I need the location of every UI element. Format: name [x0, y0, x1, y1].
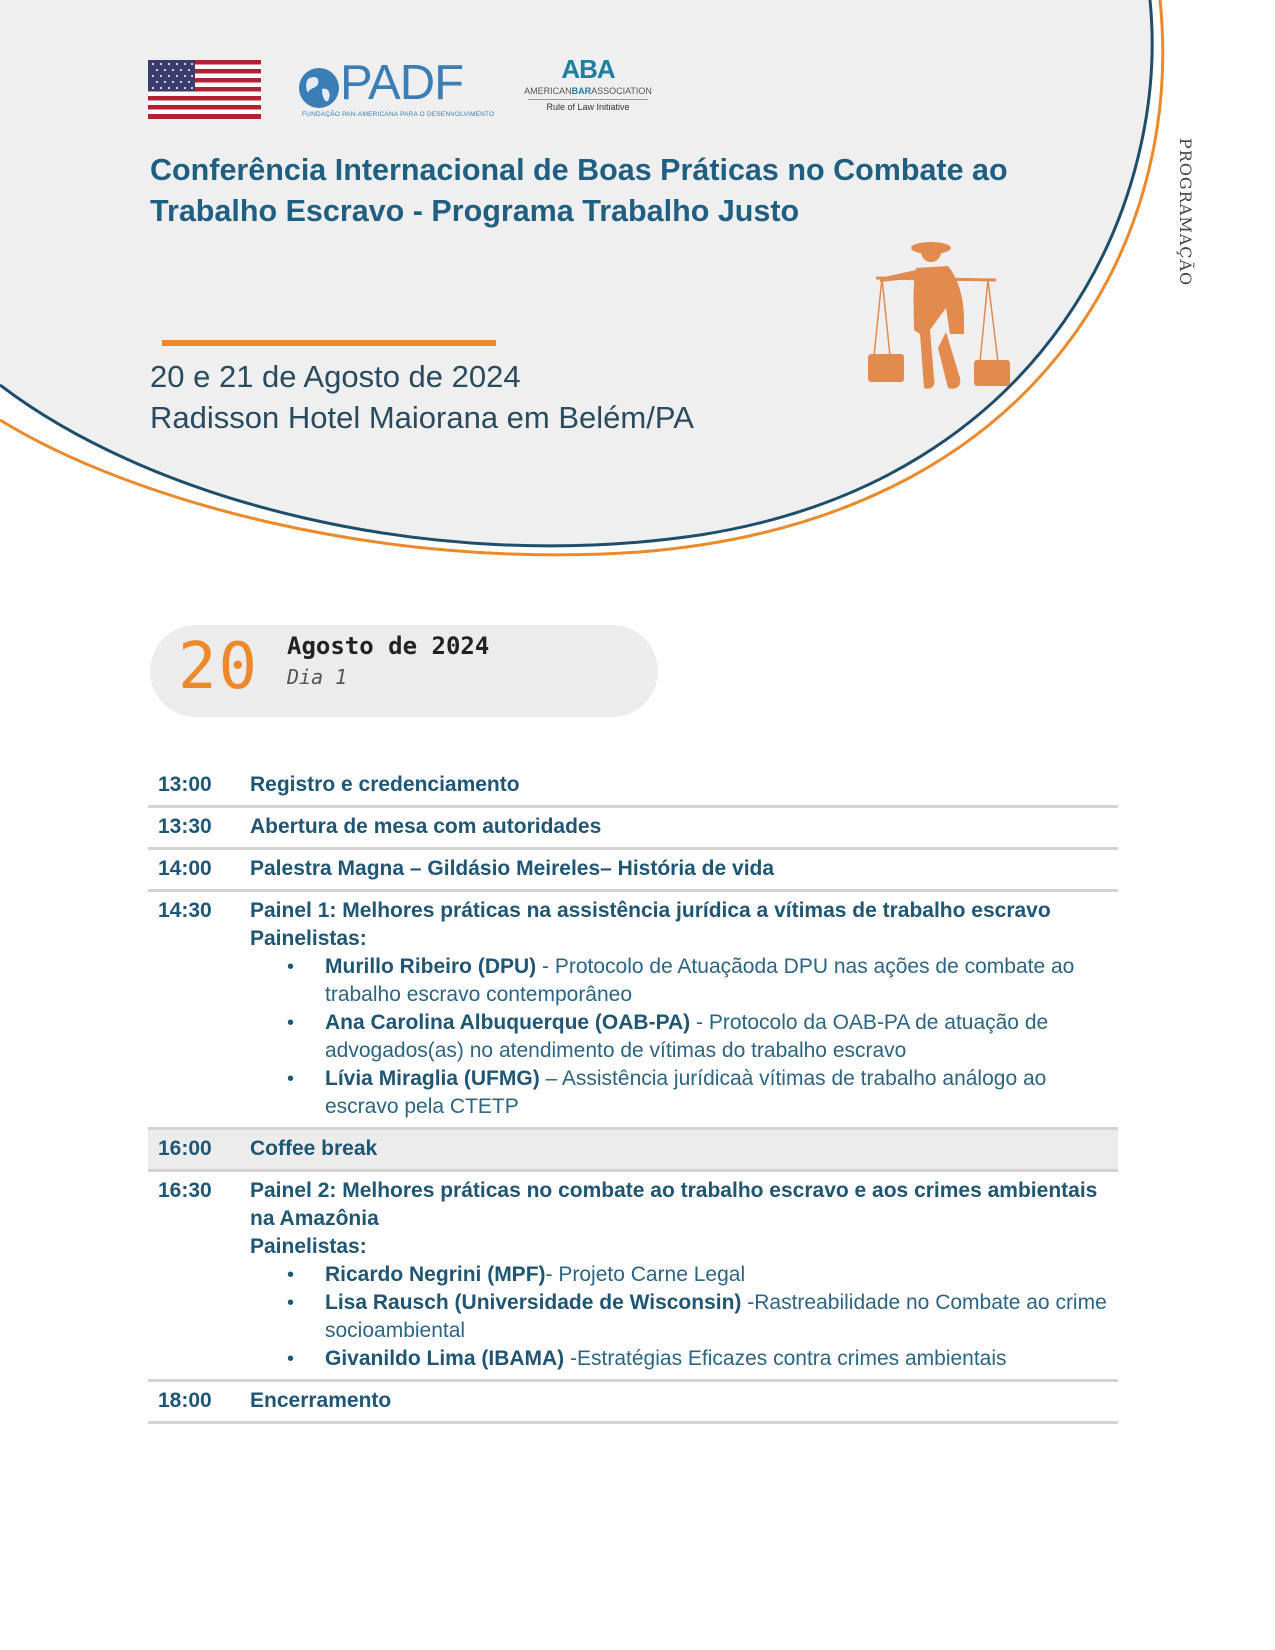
panelist-topic: - Protocolo da OAB-PA de atuação de advogados(as) no atendimento de vítimas do trabalho escravo: [325, 1011, 1049, 1062]
schedule-time: 16:30: [158, 1179, 212, 1202]
schedule-title: Painel 1: Melhores práticas na assistência jurídica a vítimas de trabalho escravo: [250, 899, 1051, 922]
panelist-item: [325, 1009, 1118, 1065]
day-number: 20: [178, 630, 260, 704]
aba-mark: ABA: [561, 54, 615, 84]
panelist-list: [250, 1261, 1118, 1373]
schedule-time: 14:00: [158, 857, 212, 880]
day-month: Agosto de 2024: [287, 632, 490, 660]
schedule-row: [148, 766, 1118, 808]
globe-icon: [298, 67, 340, 109]
panelist-topic: - Projeto Carne Legal: [545, 1263, 746, 1286]
schedule-time: 14:30: [158, 899, 212, 922]
schedule-row: [148, 1130, 1118, 1172]
side-label: PROGRAMAÇÃO: [1176, 138, 1195, 287]
panelists-label: Painelistas:: [250, 1235, 367, 1258]
panelist-item: [325, 953, 1118, 1009]
schedule-row: [148, 1382, 1118, 1424]
aba-logo: [518, 56, 658, 126]
panelist-list: [250, 953, 1118, 1121]
schedule-time: 13:30: [158, 815, 212, 838]
event-dates: 20 e 21 de Agosto de 2024: [150, 359, 521, 394]
panelist-name: Ricardo Negrini (MPF): [325, 1263, 546, 1286]
panelist-name: Ana Carolina Albuquerque (OAB-PA): [325, 1011, 691, 1034]
schedule-title: Coffee break: [250, 1137, 378, 1160]
panelists-label: Painelistas:: [250, 927, 367, 950]
panelist-item: [325, 1345, 1118, 1373]
panelist-item: [325, 1261, 1118, 1289]
schedule-time: 16:00: [158, 1137, 212, 1160]
schedule-time: 18:00: [158, 1389, 212, 1412]
schedule-title: Encerramento: [250, 1389, 392, 1412]
padf-wordmark: PADF: [340, 56, 464, 110]
padf-subtitle: FUNDAÇÃO PAN-AMERICANA PARA O DESENVOLVIMENTO: [302, 111, 495, 118]
schedule-row: [148, 1172, 1118, 1382]
schedule-title: Abertura de mesa com autoridades: [250, 815, 602, 838]
panelist-topic: -Estratégias Eficazes contra crimes ambientais: [564, 1347, 1007, 1370]
aba-name: AMERICANBARASSOCIATION: [524, 86, 652, 96]
panelist-topic: – Assistência jurídicaà vítimas de trabalho análogo ao escravo pela CTETP: [325, 1067, 1047, 1118]
title-line-2: Trabalho Escravo - Programa Trabalho Justo: [150, 194, 800, 228]
panelist-item: [325, 1289, 1118, 1345]
us-flag-logo: [148, 60, 261, 119]
panelist-name: Givanildo Lima (IBAMA): [325, 1347, 565, 1370]
schedule-title: Painel 2: Melhores práticas no combate ao trabalho escravo e aos crimes ambientais na Amazônia: [250, 1179, 1098, 1230]
schedule-row: [148, 892, 1118, 1130]
event-details: [150, 356, 694, 438]
aba-divider: [528, 99, 648, 100]
aba-subtitle: Rule of Law Initiative: [546, 102, 630, 112]
worker-illustration: [868, 238, 1018, 418]
schedule-title: Registro e credenciamento: [250, 773, 520, 796]
panelist-name: Murillo Ribeiro (DPU): [325, 955, 537, 978]
orange-divider: [162, 340, 496, 346]
schedule-time: 13:00: [158, 773, 212, 796]
page-title: [150, 150, 1120, 232]
schedule-row: [148, 808, 1118, 850]
schedule-title: Palestra Magna – Gildásio Meireles– História de vida: [250, 857, 775, 880]
schedule-table: [148, 766, 1118, 1424]
panelist-item: [325, 1065, 1118, 1121]
day-label: Dia 1: [287, 665, 348, 689]
event-venue: Radisson Hotel Maiorana em Belém/PA: [150, 400, 694, 435]
panelist-topic: - Protocolo de Atuaçãoda DPU nas ações de combate ao trabalho escravo contemporâneo: [325, 955, 1075, 1006]
panelist-name: Lívia Miraglia (UFMG): [325, 1067, 540, 1090]
title-line-1: Conferência Internacional de Boas Práticas no Combate ao: [150, 153, 1008, 187]
schedule-row: [148, 850, 1118, 892]
panelist-topic: -Rastreabilidade no Combate ao crime socioambiental: [325, 1291, 1107, 1342]
padf-logo: [298, 56, 495, 123]
panelist-name: Lisa Rausch (Universidade de Wisconsin): [325, 1291, 742, 1314]
